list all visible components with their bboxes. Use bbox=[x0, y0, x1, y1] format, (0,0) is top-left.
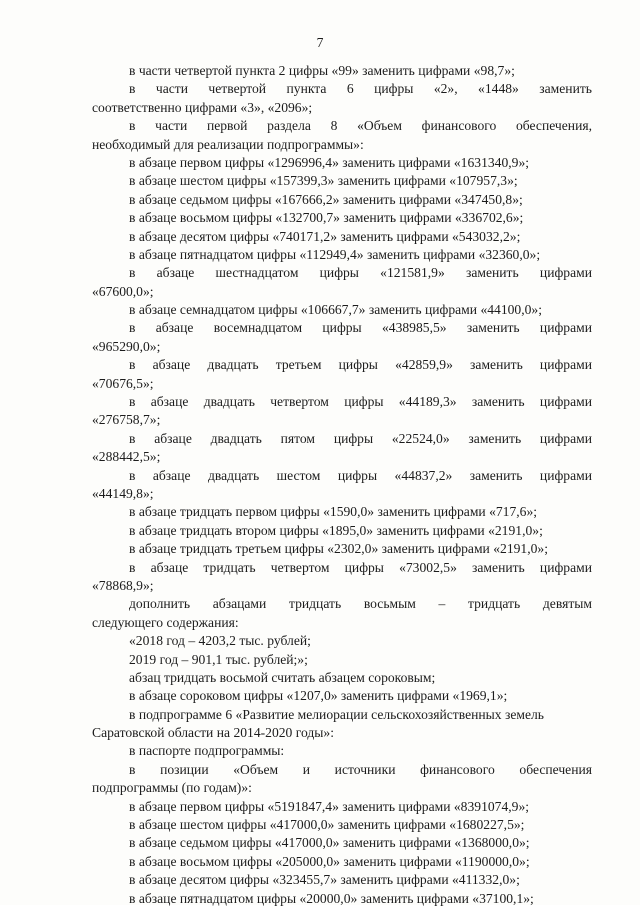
text-line: подпрограммы (по годам)»: bbox=[92, 780, 252, 796]
text-line: в абзаце шестнадцатом цифры «121581,9» заменить цифрами bbox=[129, 265, 592, 281]
text-line: в подпрограмме 6 «Развитие мелиорации сельскохозяйственных земель bbox=[129, 706, 545, 722]
text-line: в абзаце шестом цифры «417000,0» заменить цифрами «1680227,5»; bbox=[129, 817, 525, 833]
text-line: в абзаце восьмом цифры «205000,0» заменить цифрами «1190000,0»; bbox=[129, 853, 530, 869]
text-line: в абзаце десятом цифры «740171,2» заменить цифрами «543032,2»; bbox=[129, 228, 521, 244]
text-line: в части первой раздела 8 «Объем финансового обеспечения, bbox=[129, 118, 592, 134]
text-line: в абзаце пятнадцатом цифры «112949,4» заменить цифрами «32360,0»; bbox=[129, 246, 541, 262]
text-line: 2019 год – 901,1 тыс. рублей;»; bbox=[129, 651, 308, 667]
text-line: в абзаце двадцать шестом цифры «44837,2» заменить цифрами bbox=[129, 467, 592, 483]
text-line: соответственно цифрами «3», «2096»; bbox=[92, 99, 313, 115]
document-body bbox=[92, 62, 592, 908]
text-line: «2018 год – 4203,2 тыс. рублей; bbox=[129, 633, 311, 649]
text-line: «288442,5»; bbox=[92, 449, 161, 465]
text-line: в абзаце седьмом цифры «167666,2» заменить цифрами «347450,8»; bbox=[129, 191, 523, 207]
text-line: в абзаце восемнадцатом цифры «438985,5» заменить цифрами bbox=[129, 320, 592, 336]
text-line: в абзаце пятнадцатом цифры «20000,0» заменить цифрами «37100,1»; bbox=[129, 890, 534, 906]
text-line: «67600,0»; bbox=[92, 283, 154, 299]
text-line: в абзаце десятом цифры «323455,7» заменить цифрами «411332,0»; bbox=[129, 872, 520, 888]
text-line: Саратовской области на 2014-2020 годы»: bbox=[92, 725, 335, 741]
text-line: «78868,9»; bbox=[92, 577, 154, 593]
text-line: в абзаце двадцать четвертом цифры «44189,3» заменить цифрами bbox=[129, 394, 592, 410]
text-line: «70676,5»; bbox=[92, 375, 154, 391]
text-line: в паспорте подпрограммы: bbox=[129, 743, 285, 759]
text-line: в абзаце тридцать четвертом цифры «73002,5» заменить цифрами bbox=[129, 559, 592, 575]
text-line: абзац тридцать восьмой считать абзацем сороковым; bbox=[129, 669, 436, 685]
text-line: в абзаце седьмом цифры «417000,0» заменить цифрами «1368000,0»; bbox=[129, 835, 530, 851]
text-line: в абзаце тридцать третьем цифры «2302,0» заменить цифрами «2191,0»; bbox=[129, 541, 548, 557]
text-line: «965290,0»; bbox=[92, 338, 161, 354]
text-line: в абзаце двадцать пятом цифры «22524,0» заменить цифрами bbox=[129, 430, 592, 446]
text-line: следующего содержания: bbox=[92, 614, 239, 630]
text-line: в части четвертой пункта 6 цифры «2», «1448» заменить bbox=[129, 81, 592, 97]
text-line: в абзаце семнадцатом цифры «106667,7» заменить цифрами «44100,0»; bbox=[129, 302, 542, 318]
text-line: в позиции «Объем и источники финансового обеспечения bbox=[129, 761, 592, 777]
text-line: в абзаце первом цифры «5191847,4» заменить цифрами «8391074,9»; bbox=[129, 798, 530, 814]
text-line: «276758,7»; bbox=[92, 412, 161, 428]
text-line: в абзаце тридцать втором цифры «1895,0» заменить цифрами «2191,0»; bbox=[129, 522, 543, 538]
text-line: дополнить абзацами тридцать восьмым – тридцать девятым bbox=[129, 596, 592, 612]
text-line: в абзаце сороковом цифры «1207,0» заменить цифрами «1969,1»; bbox=[129, 688, 508, 704]
text-line: необходимый для реализации подпрограммы»: bbox=[92, 136, 364, 152]
text-line: «44149,8»; bbox=[92, 485, 154, 501]
text-line: в части четвертой пункта 2 цифры «99» заменить цифрами «98,7»; bbox=[129, 63, 515, 78]
text-line: в абзаце восьмом цифры «132700,7» заменить цифрами «336702,6»; bbox=[129, 210, 524, 226]
text-line: в абзаце шестом цифры «157399,3» заменить цифрами «107957,3»; bbox=[129, 173, 518, 189]
text-line: в абзаце первом цифры «1296996,4» заменить цифрами «1631340,9»; bbox=[129, 154, 530, 170]
text-line: в абзаце тридцать первом цифры «1590,0» заменить цифрами «717,6»; bbox=[129, 504, 538, 520]
text-line: в абзаце двадцать третьем цифры «42859,9» заменить цифрами bbox=[129, 357, 592, 373]
page-number: 7 bbox=[316, 35, 324, 50]
